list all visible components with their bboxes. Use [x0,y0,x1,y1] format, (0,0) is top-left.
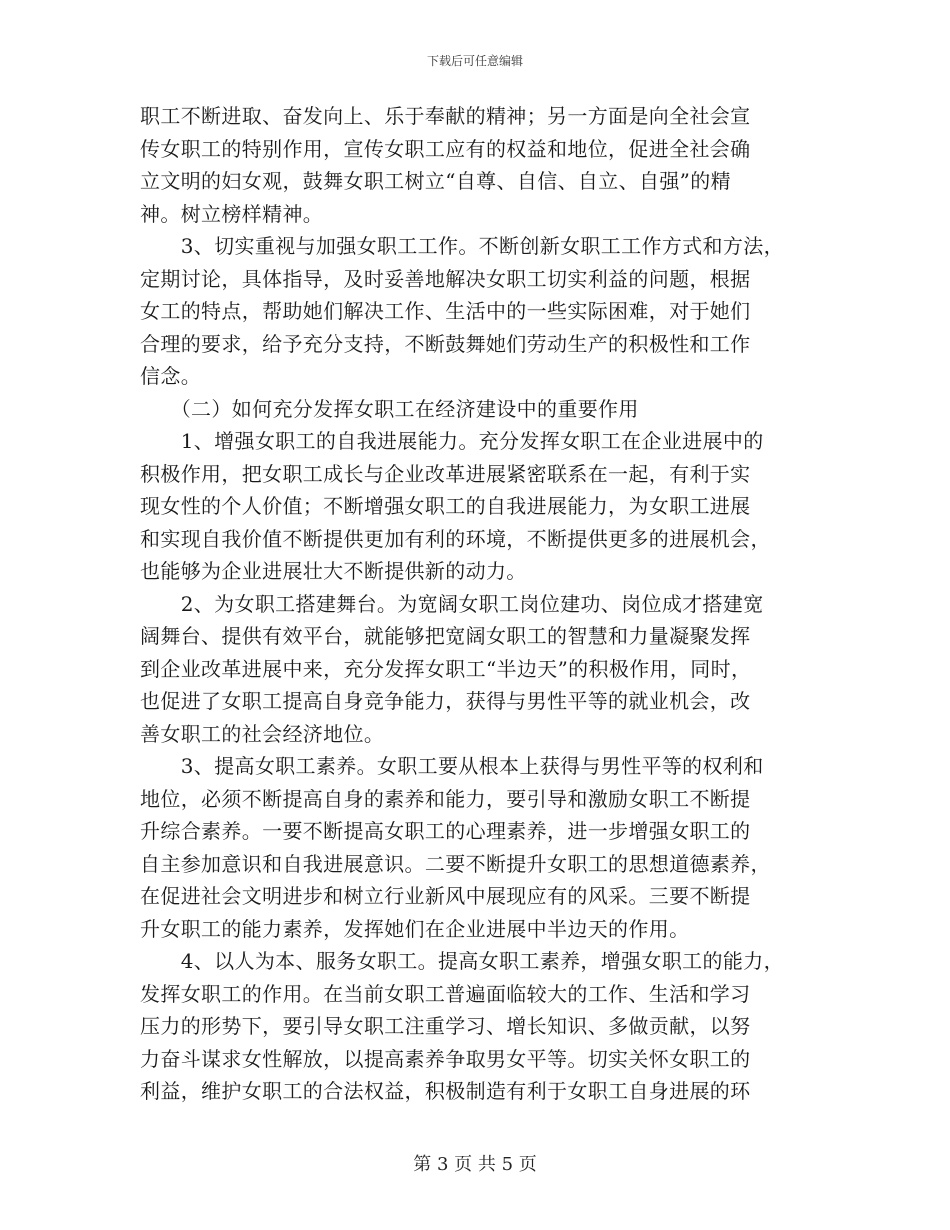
text-line: 和实现自我价值不断提供更加有利的环境，不断提供更多的进展机会， [140,526,771,551]
section-heading: （二）如何充分发挥女职工在经济建设中的重要作用 [140,396,639,421]
text-line: 3、切实重视与加强女职工工作。不断创新女职工工作方式和方法， [140,234,784,258]
text-line: 传女职工的特别作用，宣传女职工应有的权益和地位，促进全社会确 [140,136,751,161]
text-line: 3、提高女职工素养。女职工要从根本上获得与男性平等的权利和 [140,754,764,778]
text-line: 神。树立榜样精神。 [140,201,324,226]
text-line: 合理的要求，给予充分支持，不断鼓舞她们劳动生产的积极性和工作 [140,331,751,356]
text-line: 女工的特点，帮助她们解决工作、生活中的一些实际困难，对于她们 [140,299,751,323]
text-line: 也促进了女职工提高自身竞争能力，获得与男性平等的就业机会，改 [140,689,751,713]
text-line: 立文明的妇女观，鼓舞女职工树立“自尊、自信、自立、自强”的精 [140,169,731,193]
text-line: 到企业改革进展中来，充分发挥女职工“半边天”的积极作用，同时， [140,656,752,681]
page-header: 下载后可任意编辑 [426,54,523,68]
text-line: 2、为女职工搭建舞台。为宽阔女职工岗位建功、岗位成才搭建宽 [140,591,764,616]
text-line: 4、以人为本、服务女职工。提高女职工素养，增强女职工的能力， [140,949,784,973]
text-line: 升女职工的能力素养，发挥她们在企业进展中半边天的作用。 [140,916,690,941]
text-line: 自主参加意识和自我进展意识。二要不断提升女职工的思想道德素养， [140,851,771,876]
text-line: 阔舞台、提供有效平台，就能够把宽阔女职工的智慧和力量凝聚发挥 [140,624,751,648]
text-line: 力奋斗谋求女性解放，以提高素养争取男女平等。切实关怀女职工的 [140,1046,751,1071]
document-body [140,100,830,1108]
text-line: 积极作用，把女职工成长与企业改革进展紧密联系在一起，有利于实 [140,461,751,486]
text-line: 职工不断进取、奋发向上、乐于奉献的精神；另一方面是向全社会宣 [140,104,751,128]
text-line: 1、增强女职工的自我进展能力。充分发挥女职工在企业进展中的 [140,429,764,453]
text-line: 信念。 [140,364,202,388]
text-line: 地位，必须不断提高自身的素养和能力，要引导和激励女职工不断提 [140,786,751,811]
text-line: 也能够为企业进展壮大不断提供新的动力。 [140,559,527,583]
text-line: 压力的形势下，要引导女职工注重学习、增长知识、多做贡献，以努 [140,1014,751,1038]
text-line: 利益，维护女职工的合法权益，积极制造有利于女职工自身进展的环 [140,1079,751,1103]
text-line: 定期讨论，具体指导，及时妥善地解决女职工切实利益的问题，根据 [140,266,751,291]
text-line: 在促进社会文明进步和树立行业新风中展现应有的风采。三要不断提 [140,884,751,908]
text-line: 善女职工的社会经济地位。 [140,721,385,746]
text-line: 升综合素养。一要不断提高女职工的心理素养，进一步增强女职工的 [140,819,751,843]
page-number-footer: 第 3 页 共 5 页 [413,1154,537,1175]
text-line: 发挥女职工的作用。在当前女职工普遍面临较大的工作、生活和学习 [140,981,751,1006]
text-line: 现女性的个人价值；不断增强女职工的自我进展能力，为女职工进展 [140,494,751,518]
